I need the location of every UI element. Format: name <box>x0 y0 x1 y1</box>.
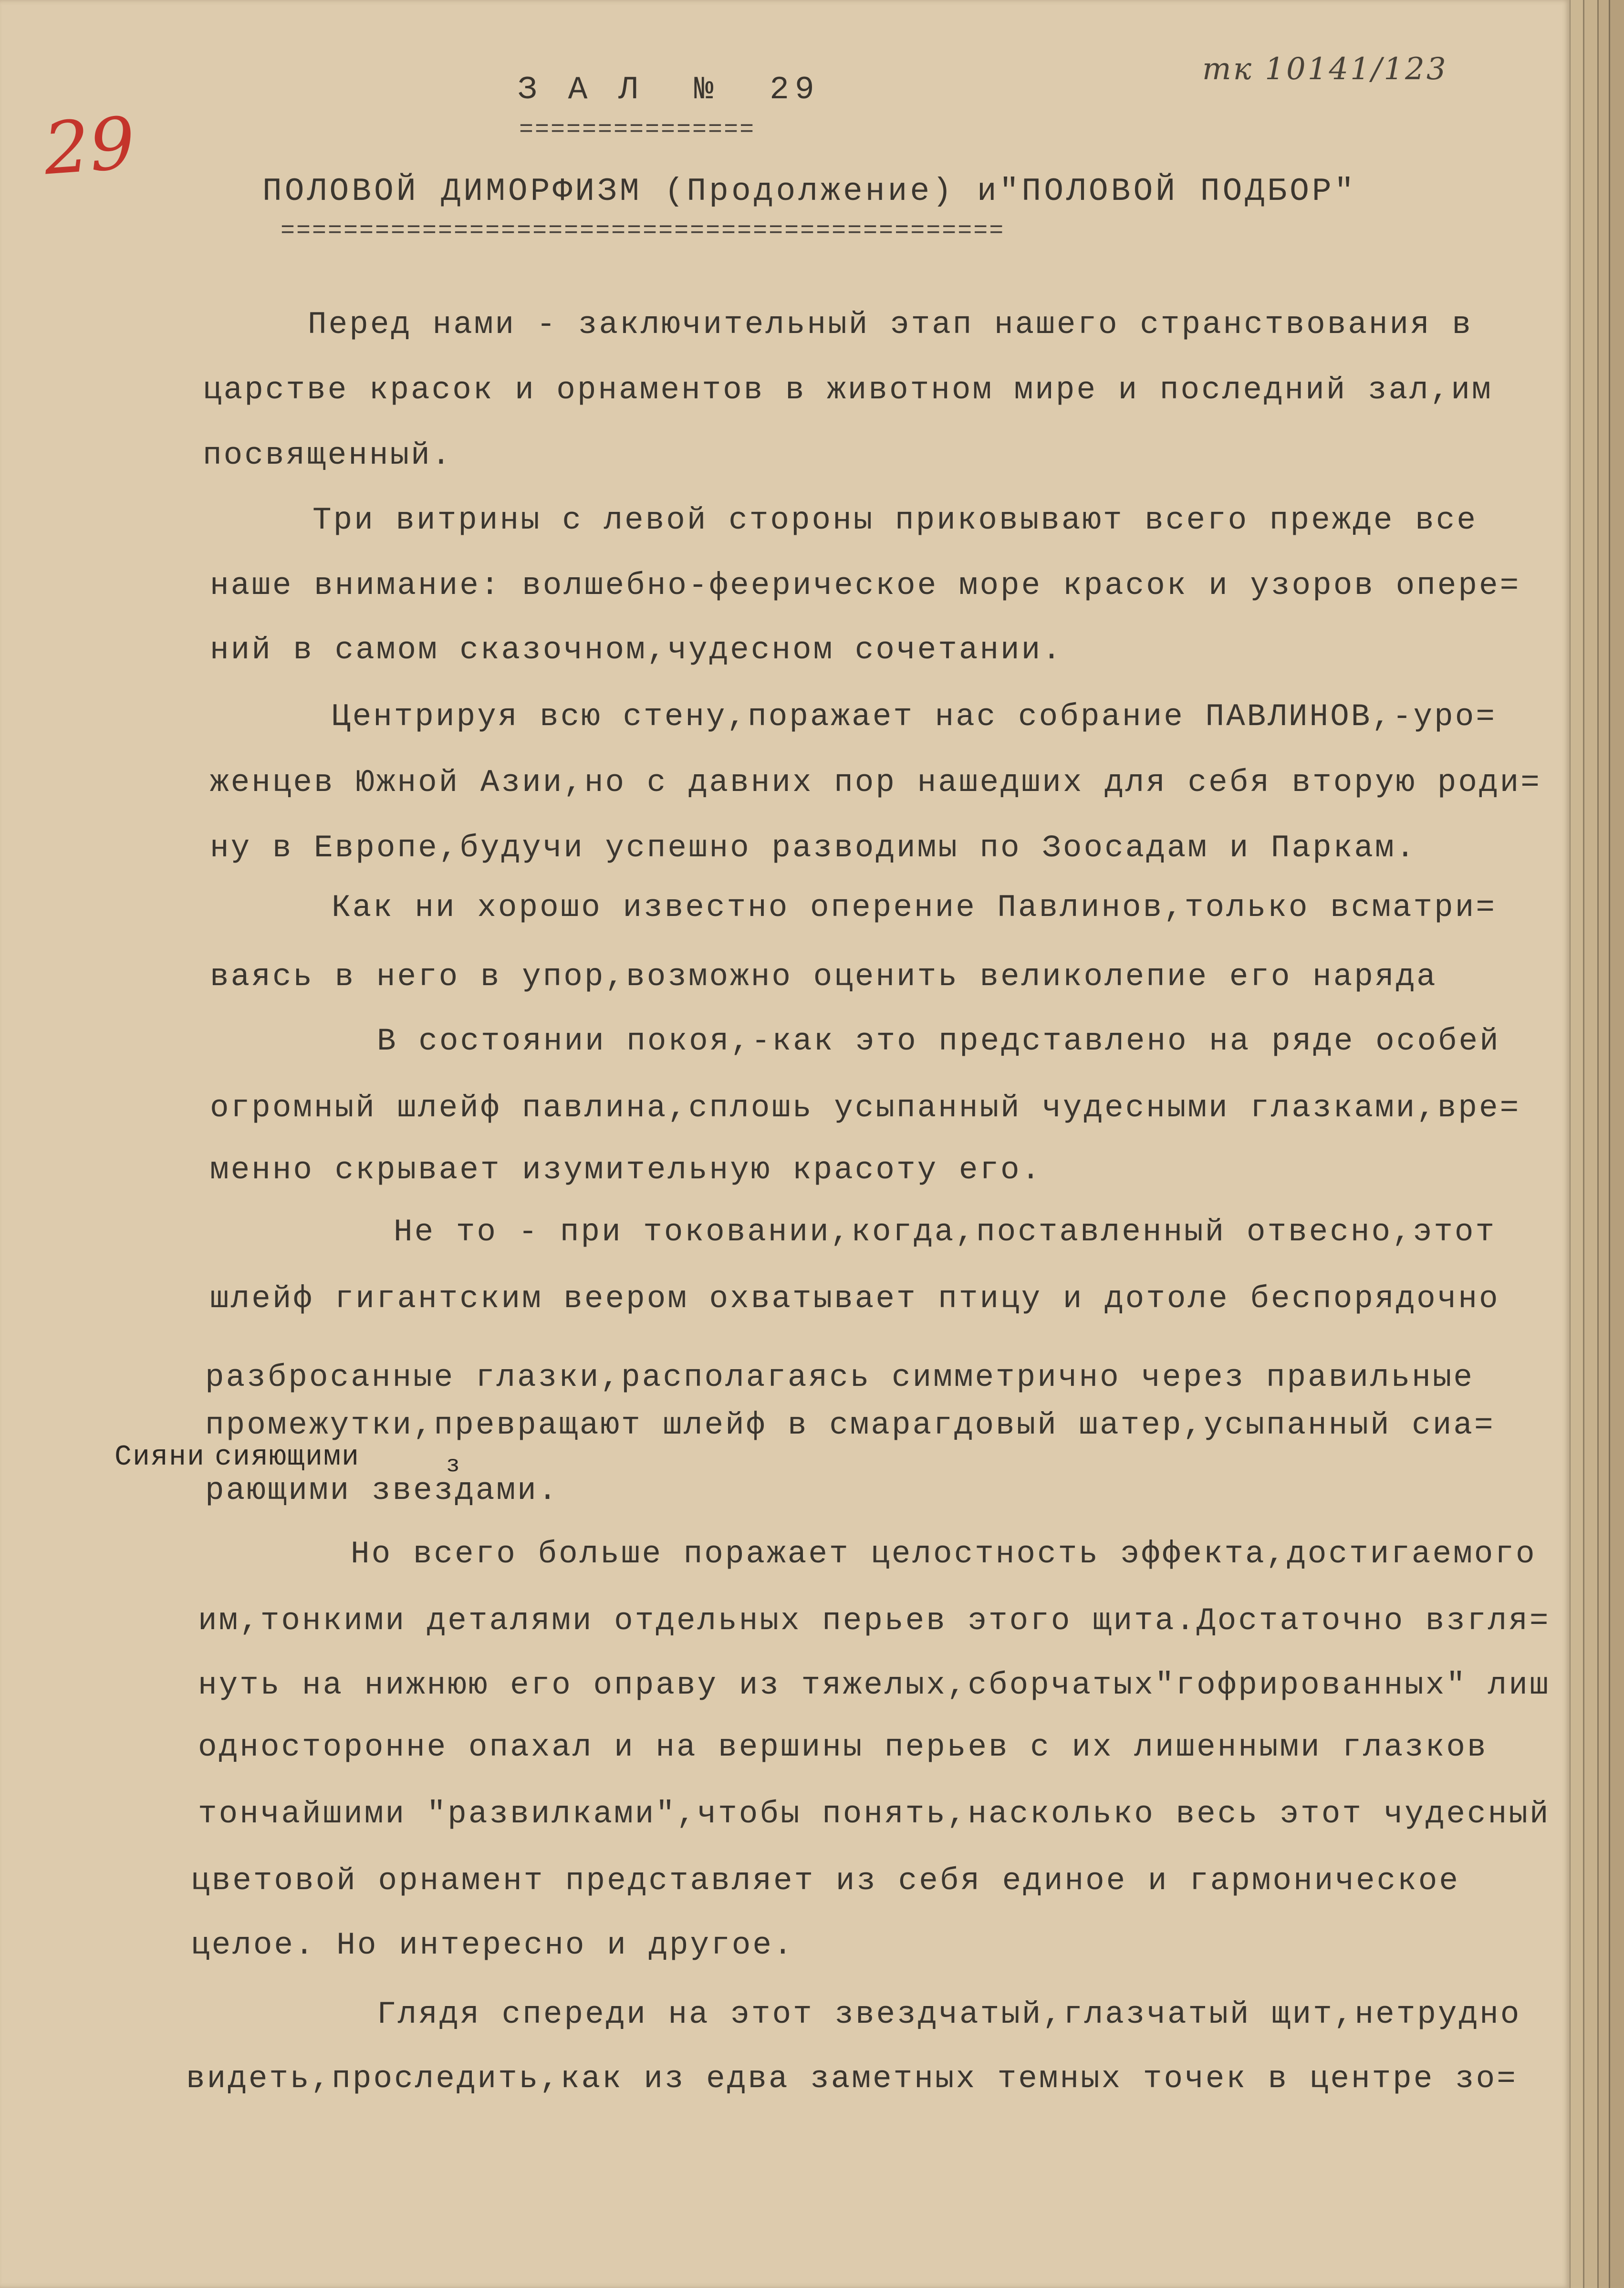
text-line: промежутки,превращают шлейф в смарагдовый шатер,усыпанный сиа= <box>205 1407 1495 1443</box>
text-line: нуть на нижнюю его оправу из тяжелых,сборчатых"гофрированных" лиш <box>198 1667 1551 1703</box>
hall-underline: =============== <box>519 116 756 144</box>
interlinear-correction: з <box>446 1453 461 1478</box>
text-line: Перед нами - заключительный этап нашего странствования в <box>308 307 1473 343</box>
handwritten-folio-number: 29 <box>41 102 138 191</box>
text-line: ну в Европе,будучи успешно разводимы по Зоосадам и Паркам. <box>210 830 1417 866</box>
hall-number: З А Л № 29 <box>518 72 820 108</box>
text-line: Как ни хорошо известно оперение Павлинов,только всматри= <box>332 890 1497 926</box>
text-line: женцев Южной Азии,но с давних пор нашедших для себя вторую роди= <box>210 765 1541 801</box>
handwritten-archive-reference: тк 10141/123 <box>1202 52 1448 87</box>
text-line: царстве красок и орнаментов в животном мире и последний зал,им <box>203 372 1493 408</box>
text-line: Три витрины с левой стороны приковывают всего прежде все <box>312 502 1478 538</box>
text-line: разбросанные глазки,располагаясь симметрично через правильные <box>205 1360 1474 1395</box>
text-line: ний в самом сказочном,чудесном сочетании. <box>210 632 1063 668</box>
text-line: им,тонкими деталями отдельных перьев этого щита.Достаточно взгля= <box>198 1603 1551 1639</box>
text-line: цветовой орнамент представляет из себя единое и гармоническое <box>191 1863 1460 1899</box>
text-line: целое. Но интересно и другое. <box>191 1927 794 1963</box>
title-underline: ============================================== <box>281 218 1005 245</box>
interlinear-insertion: сияющими <box>215 1441 360 1474</box>
text-line: видеть,проследить,как из едва заметных темных точек в центре зо= <box>186 2061 1518 2097</box>
text-line: менно скрывает изумительную красоту его. <box>210 1152 1042 1188</box>
text-line: Центрируя всю стену,поражает нас собрание ПАВЛИНОВ,-уро= <box>332 699 1497 735</box>
margin-note: Сияни <box>115 1441 206 1474</box>
text-line: шлейф гигантским веером охватывает птицу и дотоле беспорядочно <box>210 1281 1500 1317</box>
text-line: Глядя спереди на этот звездчатый,глазчатый щит,нетрудно <box>377 1997 1521 2032</box>
text-line: В состоянии покоя,-как это представлено на ряде особей <box>377 1023 1500 1059</box>
text-line: Не то - при токовании,когда,поставленный отвесно,этот <box>394 1214 1497 1250</box>
text-line: тончайшими "развилками",чтобы понять,насколько весь этот чудесный <box>198 1796 1551 1832</box>
text-line: посвященный. <box>203 437 453 473</box>
text-line: Но всего больше поражает целостность эффекта,достигаемого <box>351 1536 1537 1572</box>
text-line: односторонне опахал и на вершины перьев с их лишенными глазков <box>198 1729 1488 1765</box>
section-title: ПОЛОВОЙ ДИМОРФИЗМ (Продолжение) и"ПОЛОВОЙ ПОДБОР" <box>262 173 1357 210</box>
text-line: наше внимание: волшебно-феерическое море красок и узоров опере= <box>210 568 1521 603</box>
page-edge <box>1609 0 1624 2288</box>
text-line: ваясь в него в упор,возможно оценить великолепие его наряда <box>210 959 1437 995</box>
text-line: огромный шлейф павлина,сплошь усыпанный чудесными глазками,вре= <box>210 1090 1521 1126</box>
text-line: рающими звездами. <box>205 1473 559 1508</box>
